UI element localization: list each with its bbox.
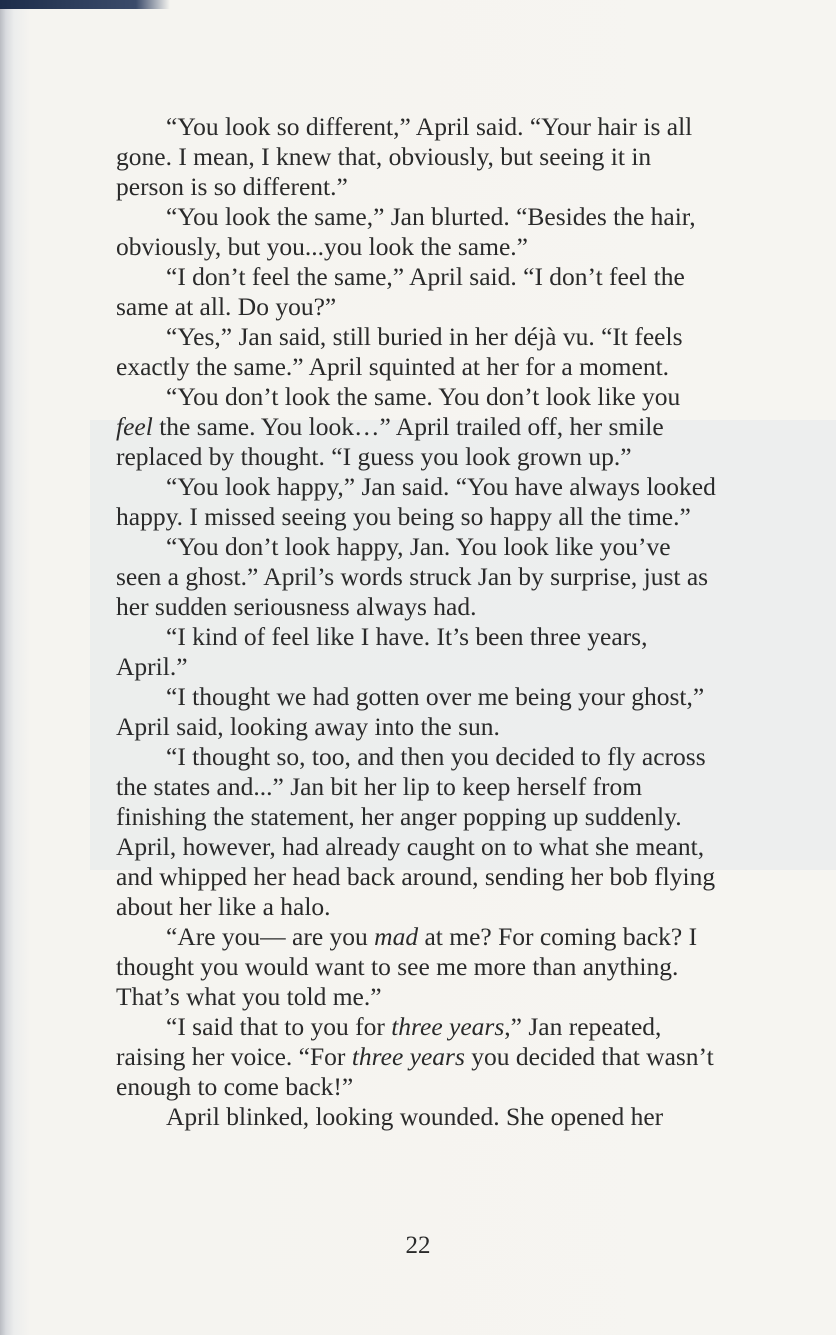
page-number: 22 — [405, 1232, 431, 1259]
top-edge-mark — [0, 0, 170, 9]
paragraph: “You don’t look the same. You don’t look like you feel the same. You look…” April trailed off, her smile replaced by thought. “I guess you look grown up.” — [116, 382, 681, 471]
paragraph: “I thought we had gotten over me being your ghost,” April said, looking away into the sun. — [116, 682, 705, 741]
paragraph: “I said that to you for three years,” Jan repeated, raising her voice. “For three years you decided that wasn’t enough to come back!” — [116, 1012, 714, 1101]
paragraph: “I thought so, too, and then you decided to fly across the states and...” Jan bit her lip to keep herself from finishing the statement, her anger popping up suddenly. April, however, had already caught on to what she meant, and whipped her head back around, sending her bob flying about her like a halo. — [116, 742, 716, 921]
paragraph: April blinked, looking wounded. She opened her — [166, 1102, 664, 1131]
paragraph: “Yes,” Jan said, still buried in her déjà vu. “It feels exactly the same.” April squinted at her for a moment. — [116, 322, 683, 381]
paragraph: “You look happy,” Jan said. “You have always looked happy. I missed seeing you being so happy all the time.” — [116, 472, 716, 531]
paragraph: “You don’t look happy, Jan. You look like you’ve seen a ghost.” April’s words struck Jan by surprise, just as her sudden seriousness always had. — [116, 532, 709, 621]
paragraph: “You look so different,” April said. “Your hair is all gone. I mean, I knew that, obviously, but seeing it in person is so different.” — [116, 112, 693, 201]
body-text — [116, 112, 716, 1132]
paragraph: “You look the same,” Jan blurted. “Besides the hair, obviously, but you...you look the same.” — [116, 202, 696, 261]
paragraph: “I kind of feel like I have. It’s been three years, April.” — [116, 622, 648, 681]
paragraph: “Are you— are you mad at me? For coming back? I thought you would want to see me more than anything. That’s what you told me.” — [116, 922, 698, 1011]
paragraph: “I don’t feel the same,” April said. “I don’t feel the same at all. Do you?” — [116, 262, 685, 321]
